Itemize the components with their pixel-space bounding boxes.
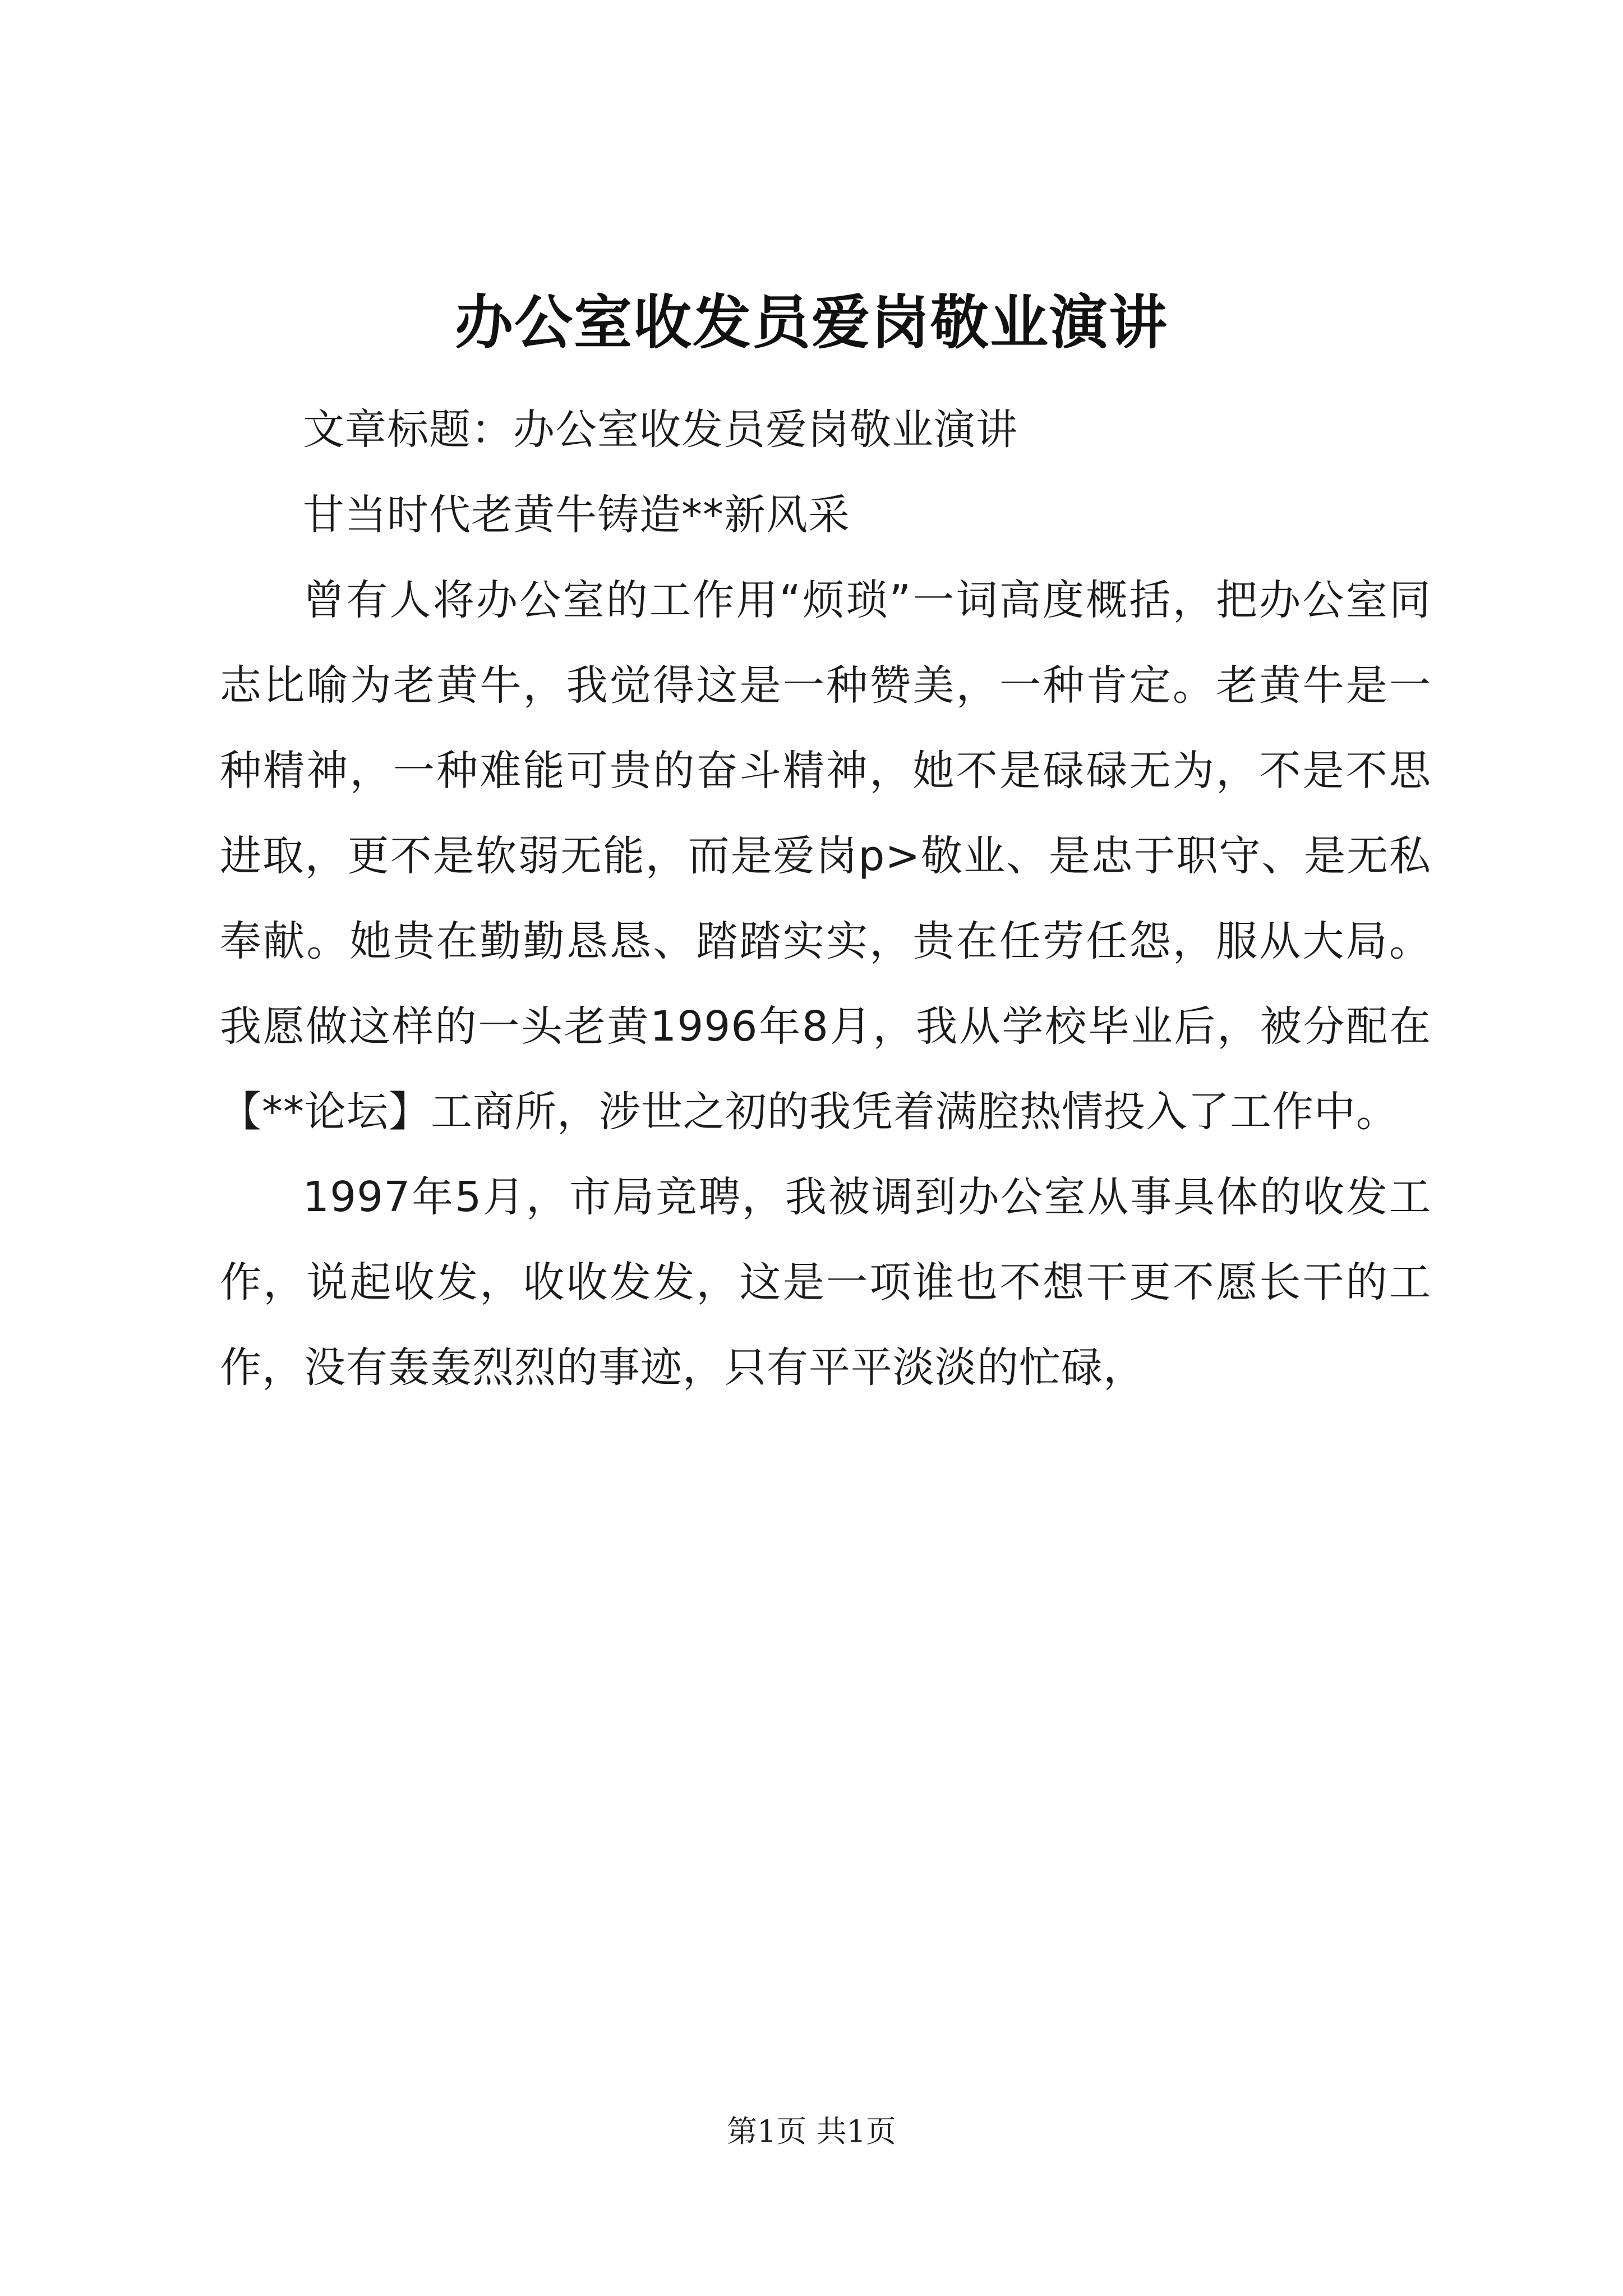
paragraph-subtitle: 甘当时代老黄牛铸造**新风采 [303, 491, 850, 539]
paragraph-article-title: 文章标题：办公室收发员爱岗敬业演讲 [303, 406, 1018, 454]
paragraph-1997: 1997年5月，市局竞聘，我被调到办公室从事具体的收发工作，说起收发，收收发发，这是一项谁也不想干更不愿长干的工作，没有轰轰烈烈的事迹，只有平平淡淡的忙碌， [220, 1173, 1431, 1392]
page-footer [0, 2109, 1623, 2154]
document-body [220, 387, 1431, 1410]
paragraph-intro: 曾有人将办公室的工作用“烦琐”一词高度概括，把办公室同志比喻为老黄牛，我觉得这是一种赞美，一种肯定。老黄牛是一种精神，一种难能可贵的奋斗精神，她不是碌碌无为，不是不思进取，更不是软弱无能，而是爱岗p>敬业、是忠于职守、是无私奉献。她贵在勤勤恳恳、踏踏实实，贵在任劳任怨，服从大局。我愿做这样的一头老黄1996年8月，我从学校毕业后，被分配在【**论坛】工商所，涉世之初的我凭着满腔热情投入了工作中。 [220, 576, 1431, 1136]
document-title: 办公室收发员爱岗敬业演讲 [454, 288, 1168, 357]
page-number-label: 第1页 共1页 [727, 2114, 896, 2149]
